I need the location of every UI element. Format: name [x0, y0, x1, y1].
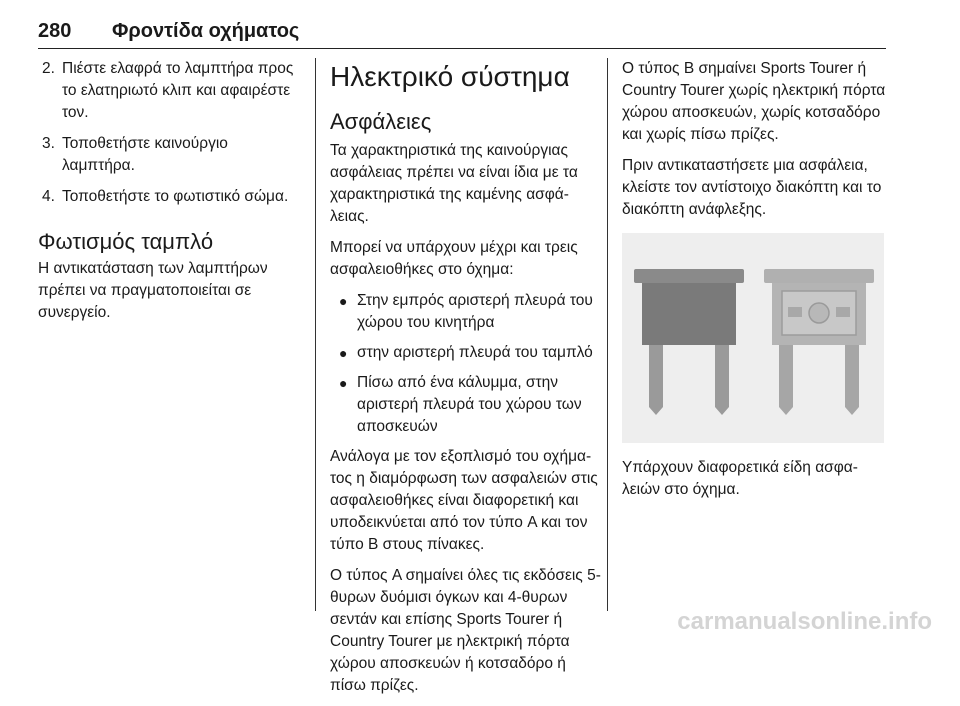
fuse-illustration — [622, 233, 884, 443]
fuse-top-cap — [764, 269, 874, 283]
paragraph: Μπορεί να υπάρχουν μέχρι και τρεις ασφαλειοθήκες στο όχημα: — [330, 239, 578, 278]
fuse-top-cap — [634, 269, 744, 283]
paragraph: Τα χαρακτηριστικά της καινούργιας ασφάλειας πρέπει να είναι ίδια με τα χαρακτηριστικά της καμένης ασφά-λειας. — [330, 142, 578, 225]
watermark: carmanualsonline.info — [677, 608, 932, 635]
fuse-leg-left — [779, 345, 793, 407]
section-heading-dashboard-lighting: Φωτισμός ταμπλό — [38, 229, 214, 254]
paragraph: Ο τύπος B σημαίνει Sports Tourer ή Country Tourer χωρίς ηλεκτρική πόρτα χώρου αποσκευών, χωρίς κοτσαδόρο και χωρίς πίσω πρίζες. — [622, 60, 886, 143]
column-right — [622, 58, 894, 510]
fuse-contact-right — [836, 307, 850, 317]
steps-list — [38, 58, 300, 208]
list-item: ● Στην εμπρός αριστερή πλευρά του χώρου του κινητήρα — [339, 292, 593, 331]
paragraph: Ο τύπος A σημαίνει όλες τις εκδόσεις 5-θυρων δυόμισι όγκων και 4-θυρων σεντάν και επίσης Sports Tourer ή Country Tourer με ηλεκτρική πόρτα χώρου αποσκευών ή κοτσαδόρο ή πίσω πρίζες. — [330, 567, 601, 694]
paragraph: Η αντικατάσταση των λαμπτήρων πρέπει να πραγματοποιείται σε συνεργείο. — [38, 260, 268, 321]
bullet-icon: ● — [339, 345, 348, 361]
list-item: ● Πίσω από ένα κάλυμμα, στην αριστερή πλευρά του χώρου των αποσκευών — [339, 374, 582, 435]
page-number: 280 — [38, 20, 72, 42]
fuse-leg-right — [845, 345, 859, 407]
fuse-contact-left — [788, 307, 802, 317]
list-item: 4. Τοποθετήστε το φωτιστικό σώμα. — [42, 188, 289, 205]
paragraph: Υπάρχουν διαφορετικά είδη ασφα-λειών στο όχημα. — [622, 459, 858, 498]
paragraph: Πριν αντικαταστήσετε μια ασφάλεια, κλείστε τον αντίστοιχο διακόπτη και το διακόπτη ανάφλεξης. — [622, 157, 882, 218]
fuse-leg-left — [649, 345, 663, 407]
fuse-center-contact — [809, 303, 829, 323]
column-divider — [607, 58, 608, 611]
section-heading-fuses: Ασφάλειες — [330, 109, 432, 134]
paragraph: Ανάλογα με τον εξοπλισμό του οχήμα-τος η διαμόρφωση των ασφαλειών στις ασφαλειοθήκες είναι διαφορετική και υποδεικνύεται από τον τύπο A και τον τύπο B στους πίνακες. — [330, 448, 598, 553]
list-item: ● στην αριστερή πλευρά του ταμπλό — [330, 342, 602, 364]
bullet-icon: ● — [339, 375, 348, 391]
fuse-leg-right — [715, 345, 729, 407]
list-item: 2. Πιέστε ελαφρά το λαμπτήρα προς το ελατηριωτό κλιπ και αφαιρέστε τον. — [42, 60, 294, 121]
list-item: 3. Τοποθετήστε καινούργιο λαμπτήρα. — [42, 135, 228, 174]
column-divider — [315, 58, 316, 611]
fuse-box-locations-list — [330, 290, 602, 438]
bullet-icon: ● — [339, 293, 348, 309]
fuse-body — [642, 283, 736, 345]
column-middle — [330, 58, 602, 706]
page-title: Φροντίδα οχήματος — [112, 20, 300, 42]
column-left — [38, 58, 300, 333]
page-header — [38, 18, 886, 49]
chapter-heading-electrical-system: Ηλεκτρικό σύστημα — [330, 61, 570, 92]
